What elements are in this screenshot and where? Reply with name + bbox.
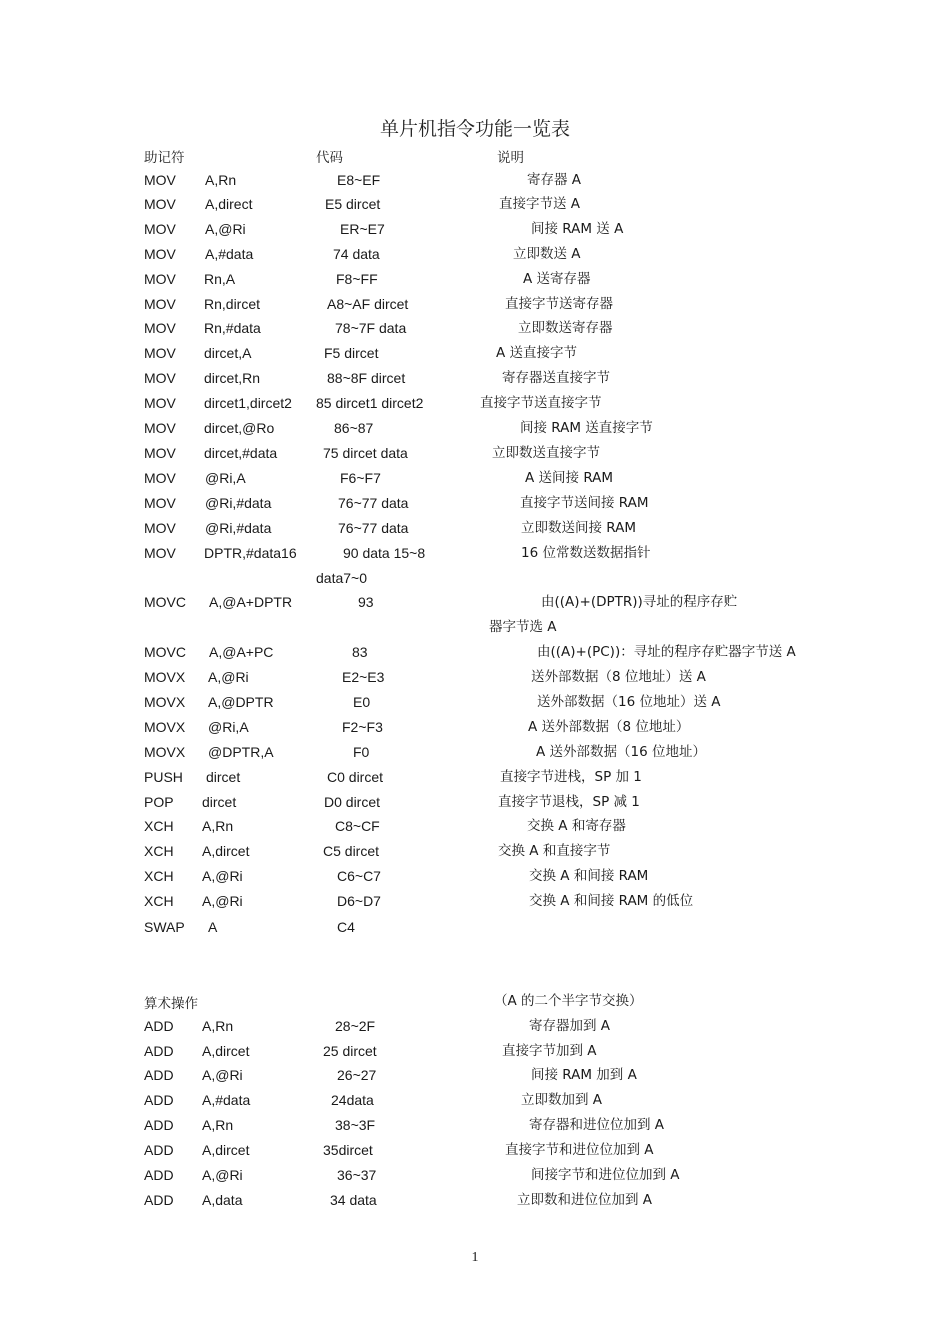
row-description: 16 位常数送数据指针 [521, 545, 651, 561]
row-operand: A,data [202, 1192, 243, 1208]
row-opcode: 76~77 data [338, 520, 409, 536]
row-operand: A,Rn [202, 1018, 234, 1034]
row-description: 间接 RAM 加到 A [531, 1067, 637, 1083]
row-opcode: 38~3F [335, 1117, 376, 1133]
row-opcode: 88~8F dircet [327, 370, 406, 386]
row-opcode: E5 dircet [325, 196, 381, 212]
row-mnemonic: MOV [144, 395, 176, 411]
row-operand: A,@Ri [205, 221, 246, 237]
row-mnemonic: MOVC [144, 644, 186, 660]
row-description: 立即数加到 A [521, 1092, 603, 1108]
row-mnemonic: MOV [144, 196, 176, 212]
row-description: 送外部数据（8 位地址）送 A [531, 669, 706, 685]
row-mnemonic: MOV [144, 320, 176, 336]
row-description: 直接字节送寄存器 [505, 296, 613, 312]
row-operand: dircet,Rn [204, 370, 261, 386]
row-operand: A,dircet [202, 1142, 250, 1158]
row-opcode: 74 data [333, 246, 380, 262]
row-opcode: C5 dircet [323, 843, 380, 859]
row-description: 直接字节送直接字节 [480, 395, 602, 411]
page-number: 1 [471, 1250, 479, 1265]
row-description: 间接 RAM 送直接字节 [520, 420, 653, 436]
row-description: 直接字节进栈，SP 加 1 [500, 769, 642, 785]
row-operand: A,Rn [202, 1117, 234, 1133]
row-description: A 送寄存器 [523, 271, 591, 287]
row-operand: A,@A+DPTR [209, 594, 293, 610]
row-operand: A,dircet [202, 843, 250, 859]
row-operand: A,@Ri [202, 868, 243, 884]
row-description: 间接 RAM 送 A [531, 221, 624, 237]
row-operand: A,@A+PC [209, 644, 274, 660]
row-description: 立即数送直接字节 [492, 445, 600, 461]
row-mnemonic: ADD [144, 1117, 174, 1133]
row-description: 送外部数据（16 位地址）送 A [537, 694, 721, 710]
row-opcode: 25 dircet [323, 1043, 377, 1059]
row-description: 立即数送 A [513, 246, 581, 262]
row-opcode: F2~F3 [342, 719, 383, 735]
row-mnemonic: MOV [144, 470, 176, 486]
row-mnemonic: MOV [144, 545, 176, 561]
row-description: 寄存器和进位位加到 A [529, 1117, 665, 1133]
row-mnemonic: XCH [144, 868, 174, 884]
row-operand: A [208, 919, 218, 935]
row-opcode: C6~C7 [337, 868, 381, 884]
row-operand: Rn,#data [204, 320, 261, 336]
row-description: 立即数送寄存器 [518, 320, 613, 336]
row-operand: A,#data [202, 1092, 251, 1108]
row-opcode: F6~F7 [340, 470, 381, 486]
row-opcode: E2~E3 [342, 669, 385, 685]
row-mnemonic: ADD [144, 1092, 174, 1108]
row-mnemonic: MOV [144, 271, 176, 287]
row-operand: A,direct [205, 196, 253, 212]
row-operand: dircet1,dircet2 [204, 395, 292, 411]
row-mnemonic: ADD [144, 1043, 174, 1059]
row-mnemonic: POP [144, 794, 174, 810]
row-opcode: 36~37 [337, 1167, 377, 1183]
row-mnemonic: MOVX [144, 669, 186, 685]
row-description: 间接字节和进位位加到 A [531, 1167, 680, 1183]
row-operand: @Ri,A [208, 719, 249, 735]
row-description: 寄存器 A [527, 172, 582, 188]
row-opcode: 86~87 [334, 420, 374, 436]
row-opcode: 78~7F data [335, 320, 407, 336]
row-operand: @Ri,#data [205, 495, 272, 511]
row-operand: @Ri,A [205, 470, 246, 486]
row-opcode: 76~77 data [338, 495, 409, 511]
row-description: 器字节选 A [489, 619, 557, 635]
row-mnemonic: XCH [144, 893, 174, 909]
row-opcode: 35dircet [323, 1142, 373, 1158]
row-operand: A,Rn [205, 172, 237, 188]
row-mnemonic: MOV [144, 495, 176, 511]
row-description: 直接字节和进位位加到 A [505, 1142, 654, 1158]
row-mnemonic: MOV [144, 420, 176, 436]
row-mnemonic: MOV [144, 221, 176, 237]
row-operand: dircet [206, 769, 241, 785]
row-opcode: 75 dircet data [323, 445, 408, 461]
row-operand: @DPTR,A [208, 744, 274, 760]
header-mnemonic: 助记符 [144, 150, 185, 166]
row-operand: @Ri,#data [205, 520, 272, 536]
section-title: 算术操作 [144, 996, 198, 1012]
row-mnemonic: MOV [144, 370, 176, 386]
row-description: 寄存器加到 A [529, 1018, 611, 1034]
row-description: 直接字节退栈，SP 减 1 [498, 794, 640, 810]
row-operand: dircet,#data [204, 445, 278, 461]
row-mnemonic: MOV [144, 172, 176, 188]
row-operand: DPTR,#data16 [204, 545, 297, 561]
row-opcode: F0 [353, 744, 370, 760]
row-operand: A,@Ri [202, 1167, 243, 1183]
row-operand: A,dircet [202, 1043, 250, 1059]
row-operand: A,Rn [202, 818, 234, 834]
row-opcode: 83 [352, 644, 368, 660]
row-mnemonic: MOVX [144, 744, 186, 760]
row-opcode: F5 dircet [324, 345, 379, 361]
row-opcode: C8~CF [335, 818, 380, 834]
row-mnemonic: XCH [144, 843, 174, 859]
row-mnemonic: MOV [144, 445, 176, 461]
row-opcode: C0 dircet [327, 769, 384, 785]
row-mnemonic: PUSH [144, 769, 183, 785]
row-mnemonic: ADD [144, 1192, 174, 1208]
row-opcode: 85 dircet1 dircet2 [316, 395, 424, 411]
row-mnemonic: MOVX [144, 719, 186, 735]
row-description: 立即数和进位位加到 A [517, 1192, 653, 1208]
row-opcode: C4 [337, 919, 355, 935]
row-operand: dircet [202, 794, 237, 810]
row-mnemonic: ADD [144, 1142, 174, 1158]
row-description: 由((A)+(PC))：寻址的程序存贮器字节送 A [537, 644, 796, 660]
row-description: 寄存器送直接字节 [502, 370, 610, 386]
row-mnemonic: ADD [144, 1167, 174, 1183]
row-description: A 送直接字节 [496, 345, 578, 361]
row-operand: Rn,dircet [204, 296, 261, 312]
row-operand: A,#data [205, 246, 254, 262]
row-mnemonic: MOV [144, 520, 176, 536]
row-opcode: data7~0 [316, 570, 367, 586]
row-mnemonic: SWAP [144, 919, 185, 935]
row-description: A 送外部数据（8 位地址） [528, 719, 690, 735]
row-opcode: 28~2F [335, 1018, 376, 1034]
row-description: A 送间接 RAM [525, 470, 614, 486]
row-opcode: 24data [331, 1092, 374, 1108]
row-operand: A,@DPTR [208, 694, 274, 710]
row-mnemonic: ADD [144, 1018, 174, 1034]
row-mnemonic: MOV [144, 246, 176, 262]
header-code: 代码 [316, 150, 343, 166]
row-description: 直接字节送 A [499, 196, 581, 212]
row-mnemonic: XCH [144, 818, 174, 834]
row-operand: dircet,A [204, 345, 252, 361]
row-opcode: 26~27 [337, 1067, 377, 1083]
row-opcode: D0 dircet [324, 794, 381, 810]
row-mnemonic: MOV [144, 345, 176, 361]
row-description: 由((A)+(DPTR))寻址的程序存贮 [541, 594, 738, 610]
row-description: A 送外部数据（16 位地址） [536, 744, 706, 760]
row-opcode: 34 data [330, 1192, 377, 1208]
section-note: （A 的二个半字节交换） [494, 993, 643, 1009]
row-description: 交换 A 和间接 RAM 的低位 [529, 893, 694, 909]
row-description: 交换 A 和间接 RAM [529, 868, 649, 884]
row-opcode: A8~AF dircet [327, 296, 409, 312]
row-operand: A,@Ri [202, 1067, 243, 1083]
row-opcode: 93 [358, 594, 374, 610]
row-mnemonic: MOVX [144, 694, 186, 710]
row-mnemonic: MOV [144, 296, 176, 312]
row-description: 交换 A 和寄存器 [527, 818, 626, 834]
row-opcode: D6~D7 [337, 893, 381, 909]
row-description: 直接字节送间接 RAM [520, 495, 649, 511]
row-description: 立即数送间接 RAM [521, 520, 637, 536]
row-opcode: F8~FF [336, 271, 378, 287]
row-operand: A,@Ri [202, 893, 243, 909]
row-opcode: 90 data 15~8 [343, 545, 426, 561]
row-opcode: E8~EF [337, 172, 381, 188]
row-description: 交换 A 和直接字节 [498, 843, 611, 859]
header-description: 说明 [497, 150, 524, 166]
row-opcode: E0 [353, 694, 371, 710]
row-mnemonic: MOVC [144, 594, 186, 610]
row-operand: Rn,A [204, 271, 236, 287]
row-description: 直接字节加到 A [502, 1043, 597, 1059]
page-title: 单片机指令功能一览表 [379, 118, 570, 140]
row-operand: A,@Ri [208, 669, 249, 685]
row-mnemonic: ADD [144, 1067, 174, 1083]
row-opcode: ER~E7 [340, 221, 385, 237]
row-operand: dircet,@Ro [204, 420, 275, 436]
